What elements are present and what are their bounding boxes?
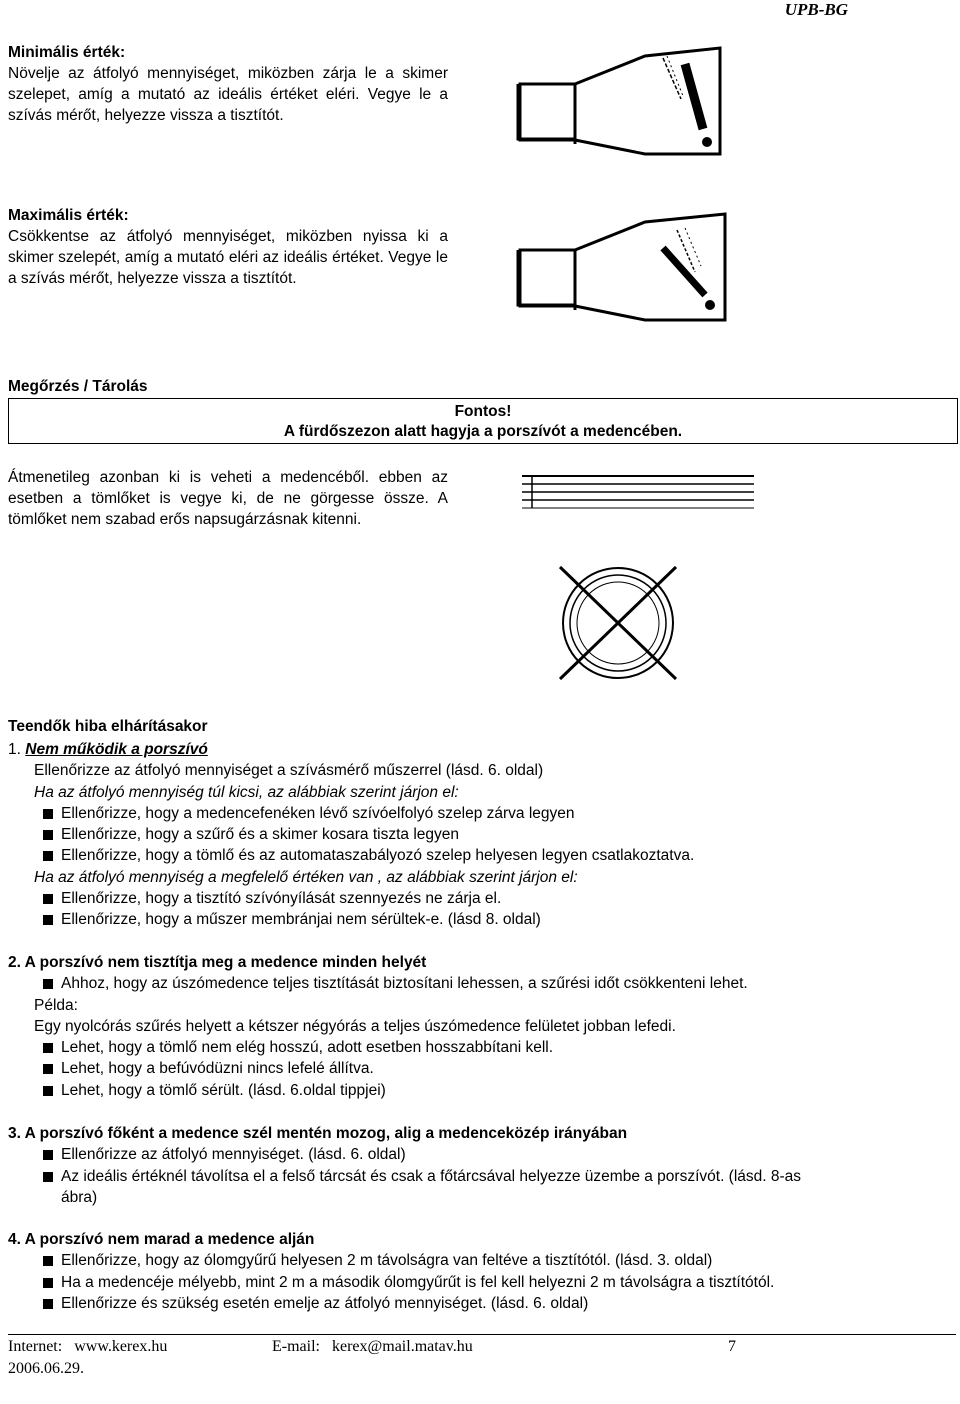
s4-bullet-1: Ellenőrizze, hogy az ólomgyűrű helyesen 2 m távolságra van feltéve a tisztítótól. (lásd. 3. oldal) bbox=[8, 1250, 956, 1271]
trouble-title: Teendők hiba elhárításakor bbox=[8, 718, 208, 735]
section-2-heading: 2. A porszívó nem tisztítja meg a medence minden helyét bbox=[8, 954, 427, 971]
s1-bullet-3: Ellenőrizze, hogy a tömlő és az automataszabályozó szelep helyesen legyen csatlakoztatva. bbox=[8, 845, 956, 866]
s4-bullet-3: Ellenőrizze és szükség esetén emelje az átfolyó mennyiséget. (lásd. 6. oldal) bbox=[8, 1293, 956, 1314]
s2-line-2: Egy nyolcórás szűrés helyett a kétszer négyórás a teljes úszómedence felületet jobban lefedi. bbox=[34, 1017, 676, 1035]
section-4-title: A porszívó nem marad a medence alján bbox=[24, 1231, 315, 1248]
s2-bullet-3: Lehet, hogy a befúvódüzni nincs lefelé állítva. bbox=[8, 1058, 956, 1079]
s1-bullet-1: Ellenőrizze, hogy a medencefenéken lévő szívóelfolyó szelep zárva legyen bbox=[8, 803, 956, 824]
s1-bullet-4: Ellenőrizze, hogy a tisztító szívónyílását szennyezés ne zárja el. bbox=[8, 888, 956, 909]
s1-line-1: Ellenőrizze az átfolyó mennyiséget a szívásmérő műszerrel (lásd. 6. oldal) bbox=[34, 762, 544, 780]
s3-bullet-2-cont: ábra) bbox=[61, 1188, 98, 1206]
min-title: Minimális érték: bbox=[8, 44, 126, 61]
footer-email: E-mail: kerex@mail.matav.hu bbox=[272, 1338, 473, 1355]
document-code: UPB-BG bbox=[784, 0, 848, 19]
hoses-figure bbox=[518, 472, 758, 512]
min-block bbox=[8, 42, 448, 126]
s2-bullet-1: Ahhoz, hogy az úszómedence teljes tisztítását biztosítani lehessen, a szűrési időt csökkenteni lehet. bbox=[8, 973, 956, 994]
gauge-min-figure bbox=[515, 44, 735, 159]
s1-line-2: Ha az átfolyó mennyiség túl kicsi, az alábbiak szerint járjon el: bbox=[34, 783, 459, 801]
section-1-title: Nem működik a porszívó bbox=[25, 741, 208, 758]
important-box bbox=[8, 398, 958, 444]
max-block bbox=[8, 205, 448, 289]
section-3 bbox=[8, 1123, 956, 1208]
coiled-hose-crossed-figure bbox=[548, 555, 698, 685]
section-3-heading: 3. A porszívó főként a medence szél mentén mozog, alig a medenceközép irányában bbox=[8, 1125, 628, 1142]
s2-bullet-2: Lehet, hogy a tömlő nem elég hosszú, adott esetben hosszabbítani kell. bbox=[8, 1037, 956, 1058]
footer-rule bbox=[8, 1334, 956, 1335]
storage-text: Átmenetileg azonban ki is veheti a medencéből. ebben az esetben a tömlőket is vegye ki, de ne görgesse össze. A tömlőket nem szabad erős napsugárzásnak kitenni. bbox=[8, 469, 448, 528]
footer-internet: Internet: www.kerex.hu bbox=[8, 1338, 168, 1355]
section-4 bbox=[8, 1229, 956, 1314]
section-3-title: A porszívó főként a medence szél mentén mozog, alig a medenceközép irányában bbox=[24, 1125, 628, 1142]
s2-bullet-4: Lehet, hogy a tömlő sérült. (lásd. 6.oldal tippjei) bbox=[8, 1080, 956, 1101]
s4-bullet-2: Ha a medencéje mélyebb, mint 2 m a második ólomgyűrűt is fel kell helyezni 2 m távolságra a tisztítótól. bbox=[8, 1272, 956, 1293]
s3-bullet-2: Az ideális értéknél távolítsa el a felső tárcsát és csak a főtárcsával helyezze üzembe a porszívót. (lásd. 8-as bbox=[8, 1166, 956, 1187]
section-1-heading: 1. Nem működik a porszívó bbox=[8, 741, 208, 758]
footer-website-link[interactable]: www.kerex.hu bbox=[74, 1338, 168, 1355]
max-text: Csökkentse az átfolyó mennyiséget, miközben nyissa ki a skimer szelepét, amíg a mutató eléri az ideális értéket. Vegye le a szívás mérőt, helyezze vissza a tisztítót. bbox=[8, 228, 448, 287]
storage-title: Megőrzés / Tárolás bbox=[8, 378, 148, 395]
s1-bullet-2: Ellenőrizze, hogy a szűrő és a skimer kosara tiszta legyen bbox=[8, 824, 956, 845]
important-text: A fürdőszezon alatt hagyja a porszívót a medencében. bbox=[283, 423, 683, 440]
section-2 bbox=[8, 952, 956, 1101]
min-text: Növelje az átfolyó mennyiséget, miközben zárja le a skimer szelepet, amíg a mutató az ideális értéket eléri. Vegye le a szívás mérőt, helyezze vissza a tisztítót. bbox=[8, 65, 448, 124]
footer-date: 2006.06.29. bbox=[8, 1360, 84, 1377]
s3-bullet-1: Ellenőrizze az átfolyó mennyiséget. (lásd. 6. oldal) bbox=[8, 1144, 956, 1165]
section-4-heading: 4. A porszívó nem marad a medence alján bbox=[8, 1231, 315, 1248]
important-label: Fontos! bbox=[454, 403, 512, 420]
section-2-title: A porszívó nem tisztítja meg a medence minden helyét bbox=[24, 954, 427, 971]
gauge-max-figure bbox=[515, 210, 740, 325]
s2-line-1: Példa: bbox=[34, 996, 78, 1014]
s1-bullet-5: Ellenőrizze, hogy a műszer membránjai nem sérültek-e. (lásd 8. oldal) bbox=[8, 909, 956, 930]
s1-line-3: Ha az átfolyó mennyiség a megfelelő értéken van , az alábbiak szerint járjon el: bbox=[34, 868, 578, 886]
max-title: Maximális érték: bbox=[8, 207, 129, 224]
footer-email-link[interactable]: kerex@mail.matav.hu bbox=[331, 1338, 473, 1355]
page-number: 7 bbox=[728, 1338, 736, 1355]
trouble-list bbox=[8, 739, 956, 931]
